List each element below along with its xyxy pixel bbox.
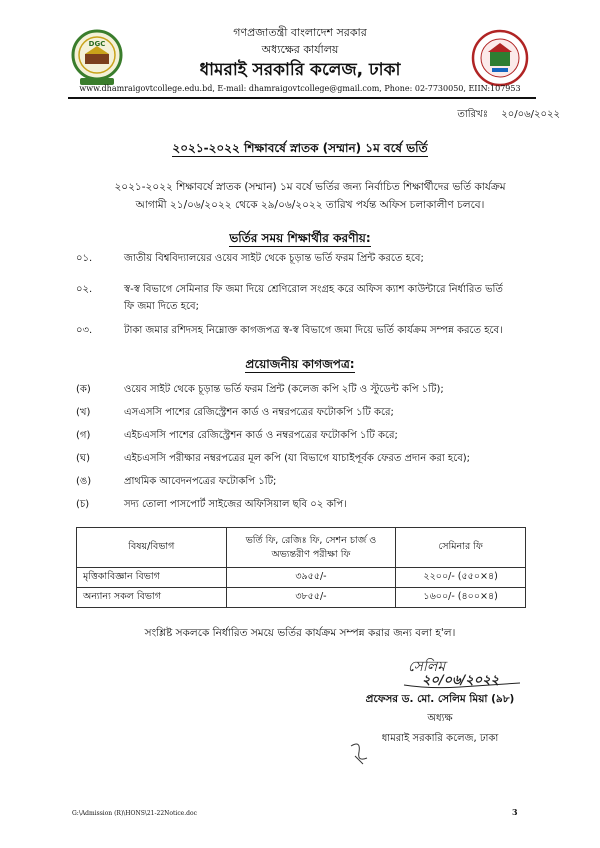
- table-header-cell: সেমিনার ফি: [396, 528, 526, 568]
- document-num: (খ): [76, 407, 91, 418]
- contact-info: www.dhamraigovtcollege.edu.bd, E-mail: dhamraigovtcollege@gmail.com, Phone: 02-7730050, EIIN:107953: [79, 84, 521, 93]
- college-name: ধামরাই সরকারি কলেজ, ঢাকা: [199, 60, 401, 80]
- duties-heading: [0, 230, 600, 250]
- duty-text-cont: ফি জমা দিতে হবে;: [124, 301, 199, 312]
- document-item: [76, 381, 546, 399]
- fee-cell: ৩৯৫৫/-: [226, 568, 396, 588]
- duty-num: ০১.: [76, 253, 93, 264]
- document-text: প্রাথমিক আবেদনপত্রের ফটোকপি ১টি;: [124, 476, 277, 487]
- header-divider: [68, 97, 536, 99]
- signature-stroke: [400, 655, 530, 695]
- document-text: ওয়েব সাইট থেকে চূড়ান্ত ভর্তি ফরম প্রিন্ট (কলেজ কপি ২টি ও স্টুডেন্ট কপি ১টি);: [124, 384, 444, 395]
- date-value: ২০/০৬/২০২২: [501, 109, 560, 120]
- signatory-designation: অধ্যক্ষ: [427, 713, 453, 724]
- document-item: [76, 496, 546, 514]
- dept-cell: মৃত্তিকাবিজ্ঞান বিভাগ: [77, 568, 227, 588]
- duty-item: [76, 250, 546, 268]
- document-text: এইচএসসি পরীক্ষার নম্বরপত্রের মূল কপি (যা বিভাগে যাচাইপূর্বক ফেরত প্রদান করা হবে);: [124, 453, 471, 464]
- duty-text: জাতীয় বিশ্ববিদ্যালয়ের ওয়েব সাইট থেকে চূড়ান্ত ভর্তি ফরম প্রিন্ট করতে হবে;: [124, 253, 424, 264]
- date-label: তারিখঃ: [457, 109, 489, 120]
- document-text: সদ্য তোলা পাসপোর্ট সাইজের অফিসিয়াল ছবি ০২ কপি।: [124, 499, 347, 510]
- signatory-name: প্রফেসর ড. মো. সেলিম মিয়া (৯৮): [365, 693, 515, 705]
- initial-mark: [345, 738, 375, 768]
- seminar-cell: ২২০০/- (৫৫০×৪): [396, 568, 526, 588]
- document-num: (ক): [76, 384, 91, 395]
- fee-header-line-2: অভ্যন্তরীণ পরীক্ষা ফি: [271, 548, 351, 560]
- duty-num: ০৩.: [76, 325, 93, 336]
- closing-statement: সংশ্লিষ্ট সকলকে নির্ধারিত সময়ে ভর্তির কার্যক্রম সম্পন্ন করার জন্য বলা হ'ল।: [144, 627, 456, 639]
- duties-heading-text: ভর্তির সময় শিক্ষার্থীর করণীয়:: [229, 231, 371, 245]
- table-row: [77, 588, 526, 608]
- fee-table: [76, 527, 526, 608]
- footer-page-number: 3: [512, 807, 518, 817]
- notice-date: [400, 107, 560, 124]
- duty-item: [76, 281, 546, 317]
- signature-name-script: সেলিম: [408, 659, 446, 675]
- signature-date-script: ২০/০৬/২০২২: [422, 673, 500, 688]
- signature-handwritten: [400, 655, 530, 695]
- duty-item: [76, 322, 546, 340]
- documents-heading: [0, 356, 600, 376]
- intro-line-2: আগামী ২১/০৬/২০২২ থেকে ২৯/০৬/২০২২ তারিখ পর্যন্ত অফিস চলাকালীণ চলবে।: [135, 199, 485, 211]
- duty-num: ০২.: [76, 284, 93, 295]
- document-num: (ঘ): [76, 453, 90, 464]
- duty-text: টাকা জমার রশিদসহ নিম্নোক্ত কাগজপত্র স্ব-স্ব বিভাগে জমা দিয়ে ভর্তি কার্যক্রম সম্পন্ন করতে হবে।: [124, 325, 503, 336]
- notice-title-text: ২০২১-২০২২ শিক্ষাবর্ষে স্নাতক (সম্মান) ১ম বর্ষে ভর্তি: [172, 141, 428, 155]
- seminar-cell: ১৬০০/- (৪০০×৪): [396, 588, 526, 608]
- table-header-cell: বিষয়/বিভাগ: [77, 528, 227, 568]
- duty-text: স্ব-স্ব বিভাগে সেমিনার ফি জমা দিয়ে শ্রেণিরোল সংগ্রহ করে অফিস ক্যাশ কাউন্টারে নির্ধারিত ভর্তি: [124, 284, 503, 295]
- document-text: এসএসসি পাশের রেজিস্ট্রেশন কার্ড ও নম্বরপত্রের ফটোকপি ১টি করে;: [124, 407, 394, 418]
- document-item: [76, 450, 546, 468]
- documents-heading-text: প্রয়োজনীয় কাগজপত্র:: [245, 357, 355, 371]
- notice-title: [0, 140, 600, 160]
- table-header-row: [77, 528, 526, 568]
- fee-cell: ৩৮৫৫/-: [226, 588, 396, 608]
- document-item: [76, 427, 546, 445]
- logo-abbreviation: DGC: [88, 40, 106, 48]
- document-num: (ঙ): [76, 476, 92, 487]
- office-name: অধ্যক্ষের কার্যালয়: [261, 43, 339, 56]
- notice-intro: [90, 178, 530, 214]
- government-name: গণপ্রজাতন্ত্রী বাংলাদেশ সরকার: [233, 26, 367, 39]
- fee-header-line-1: ভর্তি ফি, রেজিঃ ফি, সেশন চার্জ ও: [245, 534, 377, 546]
- dept-cell: অন্যান্য সকল বিভাগ: [77, 588, 227, 608]
- table-row: [77, 568, 526, 588]
- document-num: (চ): [76, 499, 90, 510]
- footer-file-path: G:\Admission (R)\HONS\21-22Notice.doc: [72, 810, 197, 817]
- signatory-institution: ধামরাই সরকারি কলেজ, ঢাকা: [381, 733, 499, 744]
- document-item: [76, 473, 546, 491]
- intro-line-1: ২০২১-২০২২ শিক্ষাবর্ষে স্নাতক (সম্মান) ১ম বর্ষে ভর্তির জন্য নির্বাচিত শিক্ষার্থীদের ভর্তি কার্যক্রম: [114, 181, 506, 193]
- document-item: [76, 404, 546, 422]
- table-header-cell: [226, 528, 396, 568]
- document-text: এইচএসসি পাশের রেজিস্ট্রেশন কার্ড ও নম্বরপত্রের ফটোকপি ১টি করে;: [124, 430, 398, 441]
- document-num: (গ): [76, 430, 91, 441]
